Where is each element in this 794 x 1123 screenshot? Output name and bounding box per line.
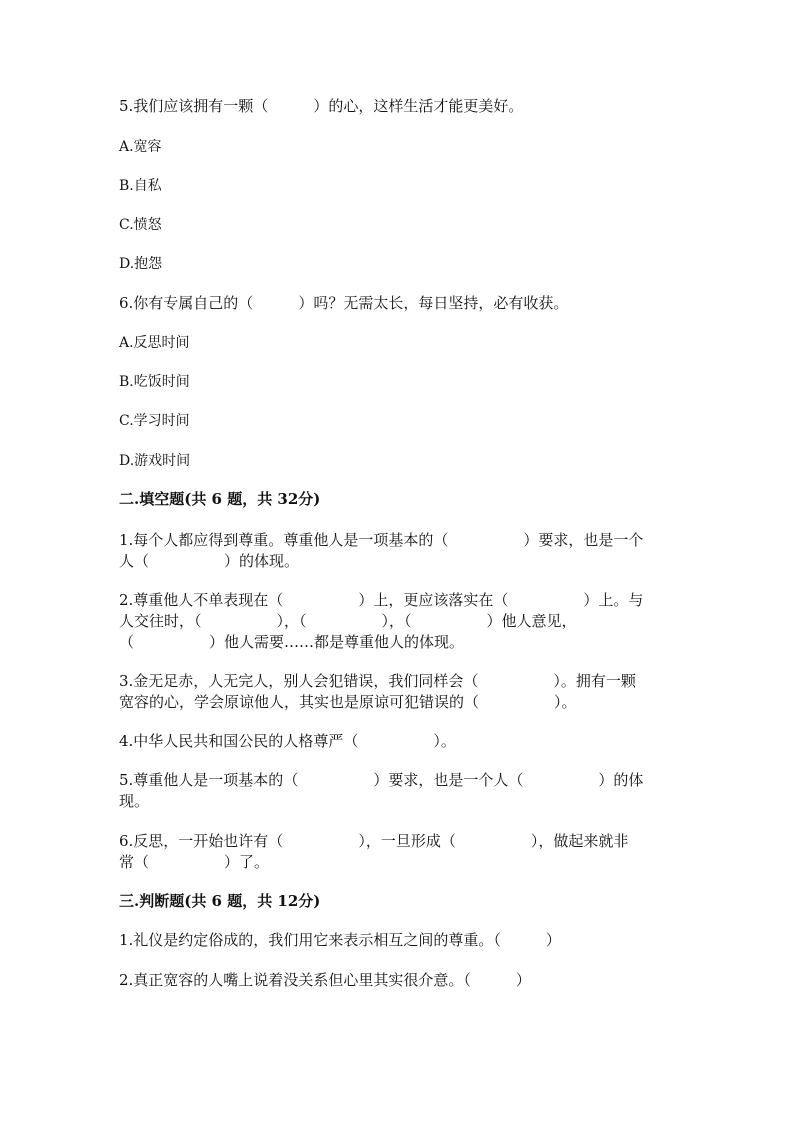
fill-question-line: 现。 <box>119 792 150 810</box>
answer-option: A.宽容 <box>119 139 162 155</box>
fill-question-line: 3.金无足赤，人无完人，别人会犯错误，我们同样会（ ）。拥有一颗 <box>119 672 636 690</box>
fill-question-line: 人（ ）的体现。 <box>119 552 300 570</box>
answer-option: C.愤怒 <box>119 217 162 233</box>
fill-question-line: 人交往时，（ ），（ ），（ ）他人意见， <box>119 612 577 630</box>
fill-question-line: 4.中华人民共和国公民的人格尊严（ ）。 <box>119 732 456 750</box>
fill-question-line: 6.反思，一开始也许有（ ），一旦形成（ ），做起来就非 <box>119 832 629 850</box>
question-stem: 5.我们应该拥有一颗（ ）的心，这样生活才能更美好。 <box>119 97 524 115</box>
section-heading-fill: 二.填空题(共 6 题，共 32分) <box>119 490 321 508</box>
fill-question-line: 1.每个人都应得到尊重。尊重他人是一项基本的（ ）要求，也是一个 <box>119 531 644 549</box>
judge-question: 2.真正宽容的人嘴上说着没关系但心里其实很介意。（ ） <box>119 971 531 989</box>
answer-option: B.自私 <box>119 178 162 194</box>
section-heading-judge: 三.判断题(共 6 题，共 12分) <box>119 892 321 910</box>
question-stem: 6.你有专属自己的（ ）吗？无需太长，每日坚持，必有收获。 <box>119 294 569 312</box>
fill-question-line: 5.尊重他人是一项基本的（ ）要求，也是一个人（ ）的体 <box>119 771 644 789</box>
answer-option: D.游戏时间 <box>119 453 191 469</box>
judge-question: 1.礼仪是约定俗成的，我们用它来表示相互之间的尊重。（ ） <box>119 931 561 949</box>
fill-question-line: 2.尊重他人不单表现在（ ）上，更应该落实在（ ）上。与 <box>119 591 644 609</box>
fill-question-line: 宽容的心，学会原谅他人，其实也是原谅可犯错误的（ ）。 <box>119 693 577 711</box>
answer-option: A.反思时间 <box>119 335 190 351</box>
fill-question-line: 常（ ）了。 <box>119 853 270 871</box>
answer-option: B.吃饭时间 <box>119 374 190 390</box>
fill-question-line: （ ）他人需要……都是尊重他人的体现。 <box>119 633 465 651</box>
answer-option: C.学习时间 <box>119 413 190 429</box>
answer-option: D.抱怨 <box>119 256 163 272</box>
